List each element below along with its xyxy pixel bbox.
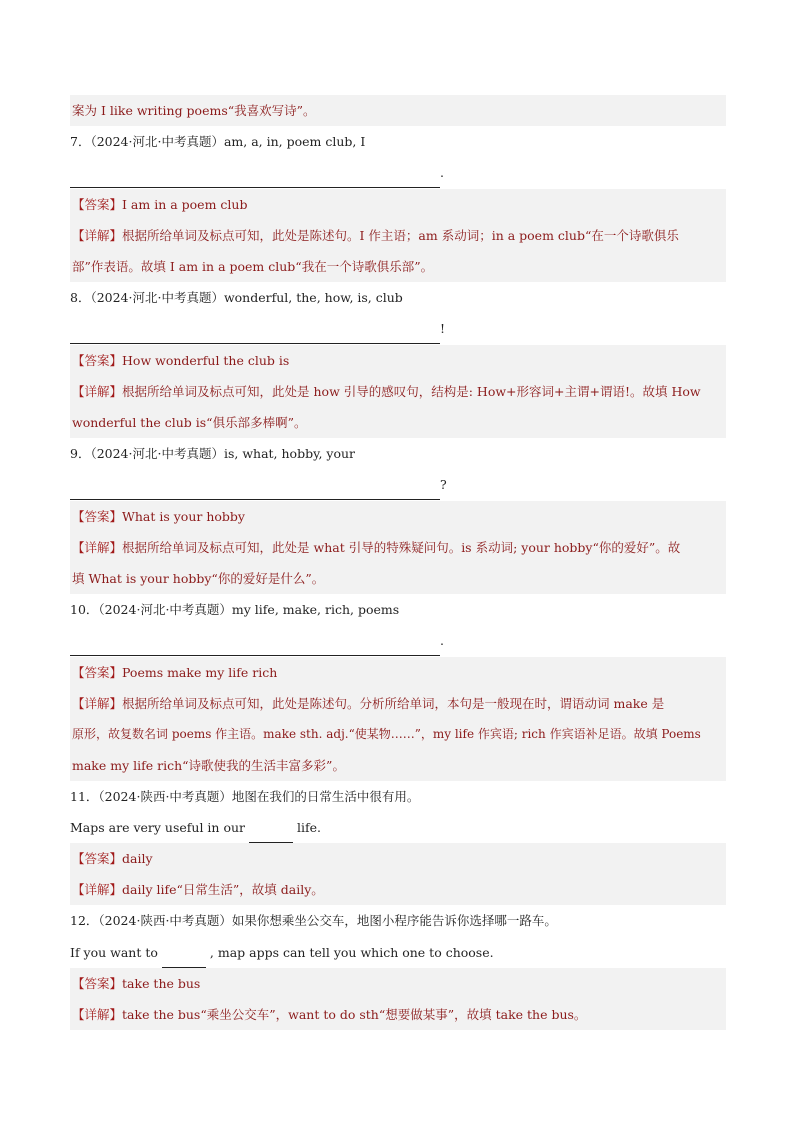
answer-10 xyxy=(70,657,726,688)
question-number: 7． xyxy=(70,134,91,149)
blank-line xyxy=(70,325,440,344)
question-number: 10． xyxy=(70,602,99,617)
answer-text: I am in a poem club xyxy=(122,197,248,212)
answer-label: 【答案】 xyxy=(72,509,123,524)
carryover-detail: 案为 I like writing poems“我喜欢写诗”。 xyxy=(70,95,726,126)
answer-label: 【答案】 xyxy=(72,353,123,368)
answer-text: take the bus xyxy=(122,976,201,991)
detail-10-line-2: 原形，故复数名词 poems 作主语。make sth. adj.“使某物……”，my life 作宾语; rich 作宾语补足语。故填 Poems xyxy=(70,719,726,750)
question-number: 9． xyxy=(70,446,91,461)
answer-text: daily xyxy=(122,851,153,866)
question-9 xyxy=(70,438,724,469)
detail-label: 【详解】 xyxy=(72,228,123,243)
answer-7 xyxy=(70,189,726,220)
detail-text: 根据所给单词及标点可知，此处是陈述句。分析所给单词，本句是一般现在时，谓语动词 make 是 xyxy=(122,696,665,711)
answer-label: 【答案】 xyxy=(72,197,123,212)
question-7 xyxy=(70,126,724,157)
detail-7-line-1 xyxy=(70,220,726,251)
sentence-after: life. xyxy=(297,820,321,835)
question-text: （2024·河北·中考真题）my life, make, rich, poems xyxy=(98,602,400,617)
detail-text: daily life“日常生活”，故填 daily。 xyxy=(122,882,324,897)
answer-11 xyxy=(70,843,726,874)
answer-blank-7 xyxy=(70,157,444,188)
question-text: （2024·河北·中考真题）wonderful, the, how, is, club xyxy=(90,290,403,305)
question-text: （2024·陕西·中考真题）地图在我们的日常生活中很有用。 xyxy=(98,789,420,804)
answer-text: What is your hobby xyxy=(122,509,245,524)
question-number: 11． xyxy=(70,789,99,804)
question-10 xyxy=(70,594,724,625)
detail-label: 【详解】 xyxy=(72,882,123,897)
question-12 xyxy=(70,905,724,936)
detail-11-line-1 xyxy=(70,874,726,905)
blank-line xyxy=(70,169,440,188)
answer-label: 【答案】 xyxy=(72,665,123,680)
detail-10-line-3: make my life rich“诗歌使我的生活丰富多彩”。 xyxy=(70,750,726,781)
blank-end-punct: . xyxy=(440,633,444,648)
answer-label: 【答案】 xyxy=(72,851,123,866)
detail-9-line-2: 填 What is your hobby“你的爱好是什么”。 xyxy=(70,563,726,594)
answer-blank-10 xyxy=(70,625,444,656)
detail-label: 【详解】 xyxy=(72,384,123,399)
sentence-before: Maps are very useful in our xyxy=(70,820,245,835)
detail-12-line-1 xyxy=(70,999,726,1030)
detail-text: 根据所给单词及标点可知，此处是陈述句。I 作主语；am 系动词；in a poem club“在一个诗歌俱乐 xyxy=(122,228,679,243)
blank-end-punct: ! xyxy=(440,321,446,336)
question-text: （2024·陕西·中考真题）如果你想乘坐公交车，地图小程序能告诉你选择哪一路车。 xyxy=(98,913,557,928)
answer-9 xyxy=(70,501,726,532)
sentence-before: If you want to xyxy=(70,945,158,960)
detail-text: take the bus“乘坐公交车”，want to do sth“想要做某事”，故填 take the bus。 xyxy=(122,1007,587,1022)
detail-8-line-2: wonderful the club is“俱乐部多棒啊”。 xyxy=(70,407,726,438)
answer-blank-8 xyxy=(70,313,445,344)
blank-end-punct: . xyxy=(440,165,444,180)
detail-text: 根据所给单词及标点可知，此处是 what 引导的特殊疑问句。is 系动词; your hobby“你的爱好”。故 xyxy=(122,540,681,555)
question-8 xyxy=(70,282,724,313)
detail-label: 【详解】 xyxy=(72,540,123,555)
detail-text: 根据所给单词及标点可知，此处是 how 引导的感叹句，结构是: How+形容词+主谓+谓语!。故填 How xyxy=(122,384,701,399)
blank-end-punct: ? xyxy=(440,477,447,492)
fill-blank xyxy=(249,827,293,843)
sentence-after: , map apps can tell you which one to choose. xyxy=(209,945,494,960)
answer-text: How wonderful the club is xyxy=(122,353,290,368)
detail-9-line-1 xyxy=(70,532,726,563)
fill-blank xyxy=(162,952,206,968)
detail-label: 【详解】 xyxy=(72,696,123,711)
sentence-11 xyxy=(70,812,724,843)
question-number: 12． xyxy=(70,913,99,928)
sentence-12 xyxy=(70,937,724,968)
question-text: （2024·河北·中考真题）am, a, in, poem club, I xyxy=(90,134,366,149)
detail-7-line-2: 部”作表语。故填 I am in a poem club“我在一个诗歌俱乐部”。 xyxy=(70,251,726,282)
question-11 xyxy=(70,781,724,812)
answer-blank-9 xyxy=(70,469,447,500)
detail-label: 【详解】 xyxy=(72,1007,123,1022)
answer-label: 【答案】 xyxy=(72,976,123,991)
answer-12 xyxy=(70,968,726,999)
answer-8 xyxy=(70,345,726,376)
question-number: 8． xyxy=(70,290,91,305)
detail-10-line-1 xyxy=(70,688,726,719)
blank-line xyxy=(70,637,440,656)
answer-text: Poems make my life rich xyxy=(122,665,278,680)
detail-8-line-1 xyxy=(70,376,726,407)
blank-line xyxy=(70,481,440,500)
question-text: （2024·河北·中考真题）is, what, hobby, your xyxy=(90,446,356,461)
